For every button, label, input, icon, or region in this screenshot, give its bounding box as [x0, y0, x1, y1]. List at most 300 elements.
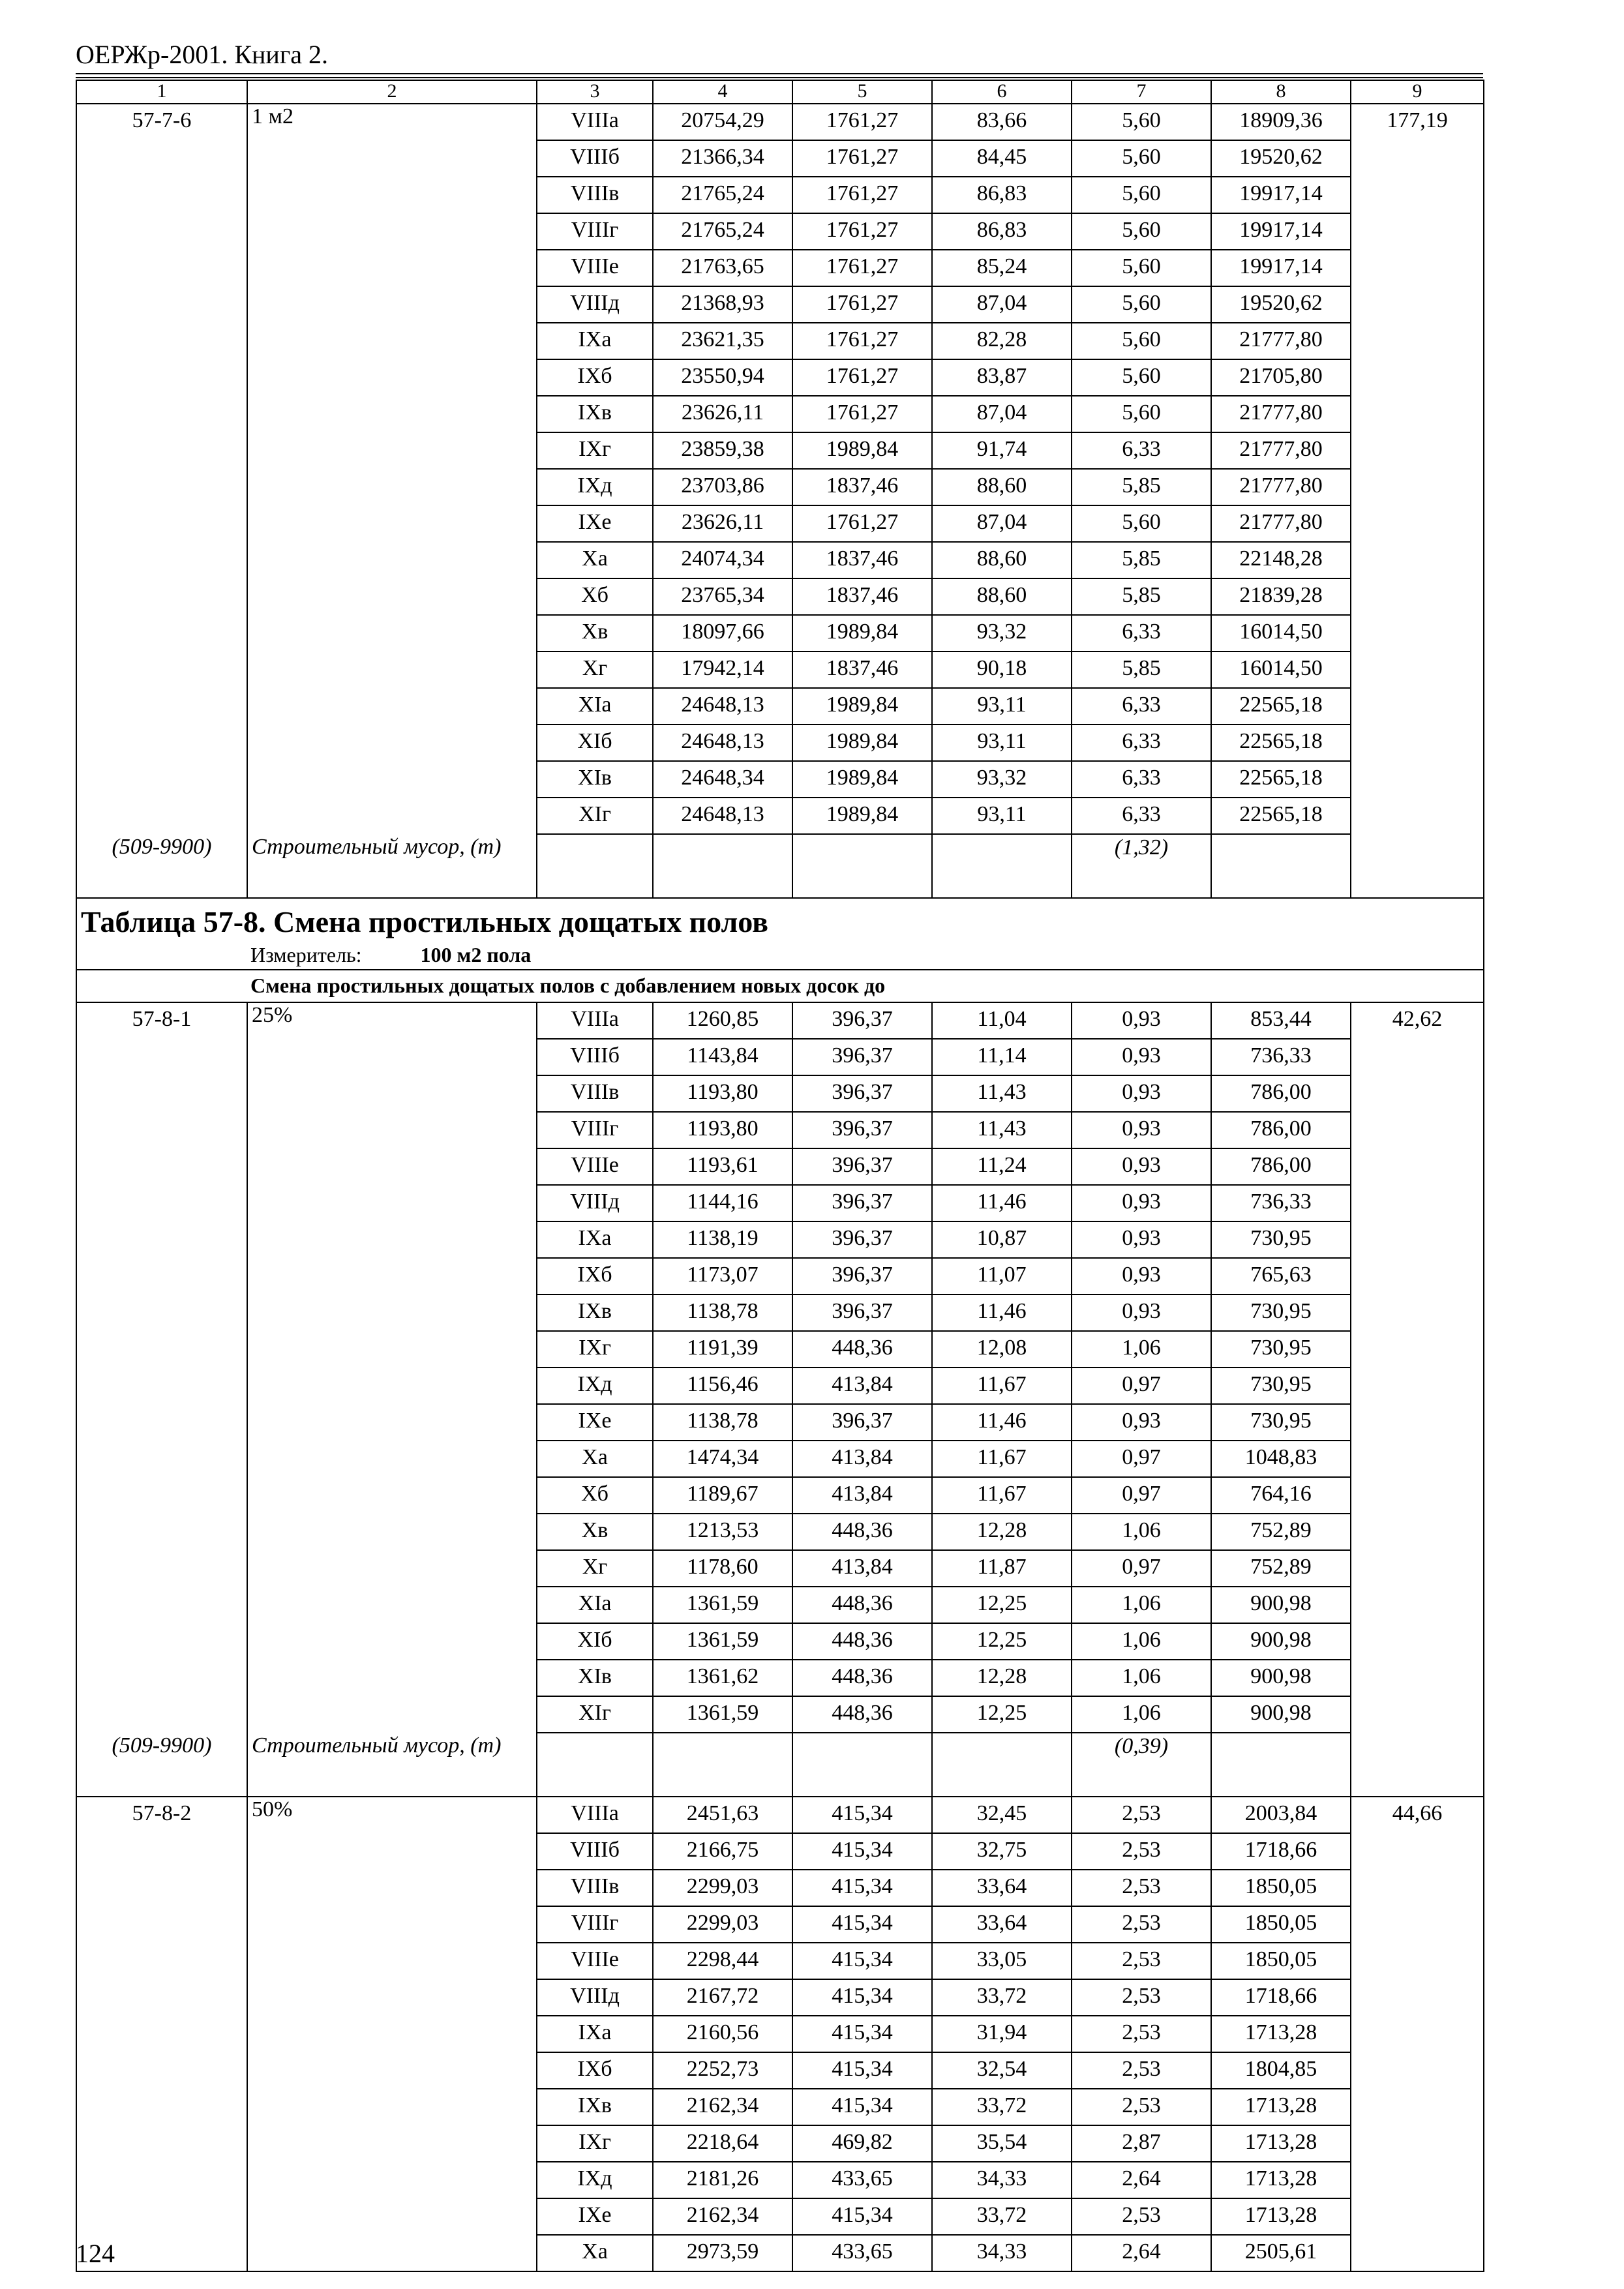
value-cell: IXб [537, 2052, 653, 2089]
value-cell: 11,07 [932, 1258, 1072, 1294]
rate-code-cell [76, 1514, 247, 1550]
value-cell: 88,60 [932, 542, 1072, 578]
value-cell: 2,64 [1072, 2235, 1211, 2271]
value-cell: Xа [537, 2235, 653, 2271]
rate-code-cell [76, 1368, 247, 1404]
value-cell: 1718,66 [1211, 1979, 1351, 2016]
empty-cell [1211, 834, 1351, 898]
value-cell: IXд [537, 1368, 653, 1404]
col9-cell [1351, 250, 1484, 286]
col9-cell [1351, 1441, 1484, 1477]
rate-code-cell [76, 1943, 247, 1979]
table-row [76, 615, 1484, 651]
value-cell: 1213,53 [653, 1514, 792, 1550]
table-row [76, 1404, 1484, 1441]
description-cell: 25% [247, 1002, 537, 1039]
value-cell: 24648,13 [653, 688, 792, 725]
col9-cell [1351, 1368, 1484, 1404]
value-cell: 1989,84 [792, 761, 932, 798]
col9-cell: 44,66 [1351, 1797, 1484, 1833]
value-cell: 2,53 [1072, 2052, 1211, 2089]
value-cell: 19520,62 [1211, 140, 1351, 177]
value-cell: 24648,34 [653, 761, 792, 798]
rate-code-cell [76, 1906, 247, 1943]
table-row [76, 1331, 1484, 1368]
column-number-cell: 7 [1072, 80, 1211, 104]
value-cell: IXе [537, 1404, 653, 1441]
page-header: ОЕРЖр-2001. Книга 2. [76, 40, 328, 69]
value-cell: VIIIе [537, 1148, 653, 1185]
value-cell: 448,36 [792, 1696, 932, 1733]
value-cell: 19917,14 [1211, 250, 1351, 286]
value-cell: 23550,94 [653, 359, 792, 396]
value-cell: 1989,84 [792, 798, 932, 834]
description-cell [247, 1331, 537, 1368]
value-cell: 1361,59 [653, 1696, 792, 1733]
description-cell [247, 1477, 537, 1514]
value-cell: 1,06 [1072, 1514, 1211, 1550]
value-cell: 1156,46 [653, 1368, 792, 1404]
description-cell [247, 323, 537, 359]
table-row [76, 1870, 1484, 1906]
value-cell: 415,34 [792, 2089, 932, 2125]
measure-line [81, 940, 1479, 969]
value-cell: 415,34 [792, 2016, 932, 2052]
rate-code-cell [76, 177, 247, 213]
value-cell: 21366,34 [653, 140, 792, 177]
rate-code-cell [76, 2089, 247, 2125]
value-cell: XIа [537, 1587, 653, 1623]
col9-cell [1351, 2198, 1484, 2235]
table-row [76, 2162, 1484, 2198]
table-row [76, 761, 1484, 798]
rate-code-cell [76, 651, 247, 688]
col9-cell [1351, 542, 1484, 578]
value-cell: IXб [537, 1258, 653, 1294]
value-cell: 0,97 [1072, 1368, 1211, 1404]
value-cell: 82,28 [932, 323, 1072, 359]
description-cell [247, 1404, 537, 1441]
table-row [76, 1221, 1484, 1258]
col9-cell [1351, 2016, 1484, 2052]
value-cell: 415,34 [792, 1979, 932, 2016]
description-cell [247, 250, 537, 286]
value-cell: 1,06 [1072, 1696, 1211, 1733]
value-cell: 396,37 [792, 1039, 932, 1075]
description-cell [247, 798, 537, 834]
value-cell: 33,05 [932, 1943, 1072, 1979]
value-cell: 730,95 [1211, 1368, 1351, 1404]
value-cell: 1761,27 [792, 213, 932, 250]
value-cell: 83,87 [932, 359, 1072, 396]
description-cell [247, 286, 537, 323]
col9-cell: 177,19 [1351, 104, 1484, 140]
col9-cell [1351, 1294, 1484, 1331]
value-cell: 18909,36 [1211, 104, 1351, 140]
value-cell: XIб [537, 1623, 653, 1660]
value-cell: 23626,11 [653, 505, 792, 542]
value-cell: 12,08 [932, 1331, 1072, 1368]
value-cell: 1989,84 [792, 725, 932, 761]
value-cell: 1989,84 [792, 615, 932, 651]
rate-code-cell [76, 578, 247, 615]
value-cell: 900,98 [1211, 1587, 1351, 1623]
description-cell [247, 1258, 537, 1294]
col9-cell [1351, 1587, 1484, 1623]
value-cell: 23621,35 [653, 323, 792, 359]
value-cell: VIIIб [537, 1039, 653, 1075]
value-cell: 11,24 [932, 1148, 1072, 1185]
value-cell: 22148,28 [1211, 542, 1351, 578]
value-cell: 1761,27 [792, 250, 932, 286]
value-cell: 413,84 [792, 1477, 932, 1514]
rate-code-cell [76, 542, 247, 578]
value-cell: IXг [537, 1331, 653, 1368]
empty-cell [932, 1733, 1072, 1797]
value-cell: 21705,80 [1211, 359, 1351, 396]
col9-cell [1351, 1514, 1484, 1550]
value-cell: 93,32 [932, 761, 1072, 798]
value-cell: IXв [537, 396, 653, 432]
table-row [76, 1039, 1484, 1075]
value-cell: 11,43 [932, 1075, 1072, 1112]
col9-cell [1351, 1660, 1484, 1696]
value-cell: 752,89 [1211, 1550, 1351, 1587]
value-cell: XIб [537, 725, 653, 761]
table-row [76, 469, 1484, 505]
value-cell: 24648,13 [653, 725, 792, 761]
value-cell: 86,83 [932, 213, 1072, 250]
value-cell: 786,00 [1211, 1148, 1351, 1185]
rate-code-cell [76, 798, 247, 834]
col9-cell [1351, 432, 1484, 469]
description-cell [247, 1148, 537, 1185]
value-cell: 6,33 [1072, 432, 1211, 469]
table-row [76, 578, 1484, 615]
value-cell: 448,36 [792, 1660, 932, 1696]
col9-cell [1351, 359, 1484, 396]
value-cell: 1193,80 [653, 1112, 792, 1148]
value-cell: 1761,27 [792, 505, 932, 542]
value-cell: 1361,59 [653, 1623, 792, 1660]
rate-code-cell [76, 359, 247, 396]
value-cell: 1,06 [1072, 1660, 1211, 1696]
col9-cell: 42,62 [1351, 1002, 1484, 1039]
col9-cell [1351, 1477, 1484, 1514]
description-cell [247, 725, 537, 761]
table-row [76, 1185, 1484, 1221]
value-cell: Xа [537, 1441, 653, 1477]
value-cell: VIIIв [537, 1870, 653, 1906]
table-row [76, 2016, 1484, 2052]
value-cell: 11,67 [932, 1368, 1072, 1404]
col9-cell [1351, 1039, 1484, 1075]
table-row [76, 2198, 1484, 2235]
description-cell [247, 1075, 537, 1112]
value-cell: 0,93 [1072, 1112, 1211, 1148]
value-cell: 1,06 [1072, 1331, 1211, 1368]
value-cell: 1761,27 [792, 359, 932, 396]
empty-cell [537, 834, 653, 898]
table-row [76, 1002, 1484, 1039]
value-cell: 736,33 [1211, 1039, 1351, 1075]
col9-cell [1351, 1906, 1484, 1943]
value-cell: 33,72 [932, 2089, 1072, 2125]
value-cell: IXа [537, 323, 653, 359]
table-row [76, 1477, 1484, 1514]
col9-cell [1351, 725, 1484, 761]
value-cell: VIIIа [537, 104, 653, 140]
col9-cell [1351, 1550, 1484, 1587]
table-row [76, 140, 1484, 177]
value-cell: 1713,28 [1211, 2162, 1351, 2198]
value-cell: 19520,62 [1211, 286, 1351, 323]
table-row [76, 1550, 1484, 1587]
value-cell: 18097,66 [653, 615, 792, 651]
trash-row [76, 1733, 1484, 1797]
value-cell: Xг [537, 651, 653, 688]
value-cell: 5,60 [1072, 177, 1211, 213]
value-cell: 413,84 [792, 1441, 932, 1477]
rate-code-cell: 57-8-1 [76, 1002, 247, 1039]
col9-cell [1351, 140, 1484, 177]
empty-cell [792, 834, 932, 898]
value-cell: 1713,28 [1211, 2198, 1351, 2235]
rate-code-cell [76, 432, 247, 469]
value-cell: IXг [537, 432, 653, 469]
value-cell: 6,33 [1072, 798, 1211, 834]
col9-cell [1351, 761, 1484, 798]
value-cell: 1761,27 [792, 177, 932, 213]
value-cell: VIIIа [537, 1797, 653, 1833]
rate-code-cell [76, 1075, 247, 1112]
value-cell: 448,36 [792, 1587, 932, 1623]
value-cell: 32,54 [932, 2052, 1072, 2089]
value-cell: 1713,28 [1211, 2089, 1351, 2125]
measure-label: Измеритель: [250, 943, 362, 966]
value-cell: 1361,62 [653, 1660, 792, 1696]
value-cell: 0,93 [1072, 1039, 1211, 1075]
value-cell: 2299,03 [653, 1870, 792, 1906]
value-cell: 86,83 [932, 177, 1072, 213]
column-number-cell: 9 [1351, 80, 1484, 104]
empty-cell [653, 1733, 792, 1797]
col9-cell [1351, 286, 1484, 323]
value-cell: 1138,78 [653, 1294, 792, 1331]
col9-cell [1351, 1870, 1484, 1906]
value-cell: VIIIг [537, 1906, 653, 1943]
description-cell [247, 1368, 537, 1404]
rate-code-cell [76, 1441, 247, 1477]
value-cell: 21839,28 [1211, 578, 1351, 615]
table-row [76, 1258, 1484, 1294]
value-cell: 87,04 [932, 286, 1072, 323]
trash-value-cell: (0,39) [1072, 1733, 1211, 1797]
value-cell: 0,93 [1072, 1148, 1211, 1185]
table-row [76, 1797, 1484, 1833]
col9-cell [1351, 1258, 1484, 1294]
col9-cell [1351, 1112, 1484, 1148]
value-cell: 5,60 [1072, 140, 1211, 177]
value-cell: 21763,65 [653, 250, 792, 286]
table-row [76, 2052, 1484, 2089]
value-cell: 415,34 [792, 2198, 932, 2235]
trash-label-cell: Строительный мусор, (т) [247, 834, 537, 898]
page-number: 124 [76, 2239, 115, 2268]
value-cell: 91,74 [932, 432, 1072, 469]
value-cell: 2,53 [1072, 2089, 1211, 2125]
value-cell: 415,34 [792, 1833, 932, 1870]
value-cell: IXе [537, 505, 653, 542]
value-cell: 5,60 [1072, 359, 1211, 396]
value-cell: 5,85 [1072, 578, 1211, 615]
rate-code-cell [76, 1696, 247, 1733]
value-cell: 22565,18 [1211, 761, 1351, 798]
value-cell: VIIIв [537, 177, 653, 213]
value-cell: 1260,85 [653, 1002, 792, 1039]
col9-cell [1351, 2162, 1484, 2198]
value-cell: 5,85 [1072, 469, 1211, 505]
rate-code-cell [76, 1833, 247, 1870]
value-cell: 2298,44 [653, 1943, 792, 1979]
value-cell: 1144,16 [653, 1185, 792, 1221]
value-cell: 396,37 [792, 1258, 932, 1294]
value-cell: 33,72 [932, 2198, 1072, 2235]
trash-value-cell: (1,32) [1072, 834, 1211, 898]
value-cell: 22565,18 [1211, 725, 1351, 761]
description-cell [247, 1870, 537, 1906]
value-cell: XIг [537, 1696, 653, 1733]
value-cell: 23703,86 [653, 469, 792, 505]
rate-code-cell [76, 1404, 247, 1441]
description-cell [247, 1514, 537, 1550]
value-cell: 1713,28 [1211, 2016, 1351, 2052]
value-cell: 2505,61 [1211, 2235, 1351, 2271]
rate-code-cell [76, 1870, 247, 1906]
column-number-cell: 6 [932, 80, 1072, 104]
value-cell: VIIIб [537, 140, 653, 177]
rate-code-cell [76, 1477, 247, 1514]
value-cell: 0,93 [1072, 1258, 1211, 1294]
value-cell: 415,34 [792, 1943, 932, 1979]
col9-cell [1351, 688, 1484, 725]
col9-cell [1351, 578, 1484, 615]
description-cell [247, 542, 537, 578]
table-row [76, 1075, 1484, 1112]
value-cell: 2,53 [1072, 2016, 1211, 2052]
value-cell: 1138,78 [653, 1404, 792, 1441]
rate-code-cell [76, 1587, 247, 1623]
column-number-cell: 4 [653, 80, 792, 104]
description-cell [247, 1587, 537, 1623]
value-cell: 12,25 [932, 1587, 1072, 1623]
description-cell [247, 432, 537, 469]
value-cell: 853,44 [1211, 1002, 1351, 1039]
rate-code-cell [76, 250, 247, 286]
value-cell: 93,11 [932, 725, 1072, 761]
rate-code-cell: 57-7-6 [76, 104, 247, 140]
value-cell: 0,97 [1072, 1550, 1211, 1587]
col9-cell [1351, 1623, 1484, 1660]
value-cell: 93,32 [932, 615, 1072, 651]
value-cell: 2003,84 [1211, 1797, 1351, 1833]
value-cell: 6,33 [1072, 761, 1211, 798]
col9-cell [1351, 396, 1484, 432]
value-cell: 0,93 [1072, 1294, 1211, 1331]
rate-code-cell [76, 469, 247, 505]
value-cell: 2,53 [1072, 1797, 1211, 1833]
value-cell: 21777,80 [1211, 432, 1351, 469]
value-cell: 0,93 [1072, 1185, 1211, 1221]
col9-cell [1351, 1075, 1484, 1112]
empty-cell [1211, 1733, 1351, 1797]
rate-code-cell [76, 505, 247, 542]
value-cell: 448,36 [792, 1623, 932, 1660]
value-cell: 1,06 [1072, 1587, 1211, 1623]
value-cell: 2252,73 [653, 2052, 792, 2089]
value-cell: 2,53 [1072, 2198, 1211, 2235]
description-cell [247, 1185, 537, 1221]
trash-code-cell: (509-9900) [76, 1733, 247, 1797]
value-cell: 1138,19 [653, 1221, 792, 1258]
value-cell: 16014,50 [1211, 615, 1351, 651]
rate-code-cell [76, 2162, 247, 2198]
value-cell: 752,89 [1211, 1514, 1351, 1550]
table-row [76, 323, 1484, 359]
rate-code-cell [76, 396, 247, 432]
col9-cell [1351, 1979, 1484, 2016]
empty-cell [932, 834, 1072, 898]
value-cell: 433,65 [792, 2235, 932, 2271]
value-cell: 21765,24 [653, 177, 792, 213]
rate-code-cell [76, 1258, 247, 1294]
table-row [76, 1294, 1484, 1331]
value-cell: 5,60 [1072, 396, 1211, 432]
rate-code-cell [76, 1185, 247, 1221]
col9-cell [1351, 1696, 1484, 1733]
value-cell: 1850,05 [1211, 1870, 1351, 1906]
value-cell: 1837,46 [792, 542, 932, 578]
value-cell: 2160,56 [653, 2016, 792, 2052]
value-cell: 396,37 [792, 1404, 932, 1441]
value-cell: IXд [537, 469, 653, 505]
rate-code-cell [76, 1660, 247, 1696]
description-cell [247, 1112, 537, 1148]
table-title-cell [76, 898, 1484, 970]
value-cell: VIIIб [537, 1833, 653, 1870]
value-cell: 396,37 [792, 1112, 932, 1148]
table-row [76, 1979, 1484, 2016]
value-cell: 12,28 [932, 1660, 1072, 1696]
value-cell: 2167,72 [653, 1979, 792, 2016]
value-cell: 2,53 [1072, 1943, 1211, 1979]
value-cell: VIIIг [537, 1112, 653, 1148]
value-cell: 88,60 [932, 578, 1072, 615]
value-cell: 83,66 [932, 104, 1072, 140]
value-cell: 11,14 [932, 1039, 1072, 1075]
value-cell: 10,87 [932, 1221, 1072, 1258]
description-cell [247, 359, 537, 396]
col9-cell [1351, 651, 1484, 688]
value-cell: XIв [537, 1660, 653, 1696]
value-cell: 33,64 [932, 1906, 1072, 1943]
rate-code-cell [76, 2125, 247, 2162]
col9-cell [1351, 615, 1484, 651]
value-cell: 11,43 [932, 1112, 1072, 1148]
value-cell: 17942,14 [653, 651, 792, 688]
table-row [76, 177, 1484, 213]
empty-cell [537, 1733, 653, 1797]
